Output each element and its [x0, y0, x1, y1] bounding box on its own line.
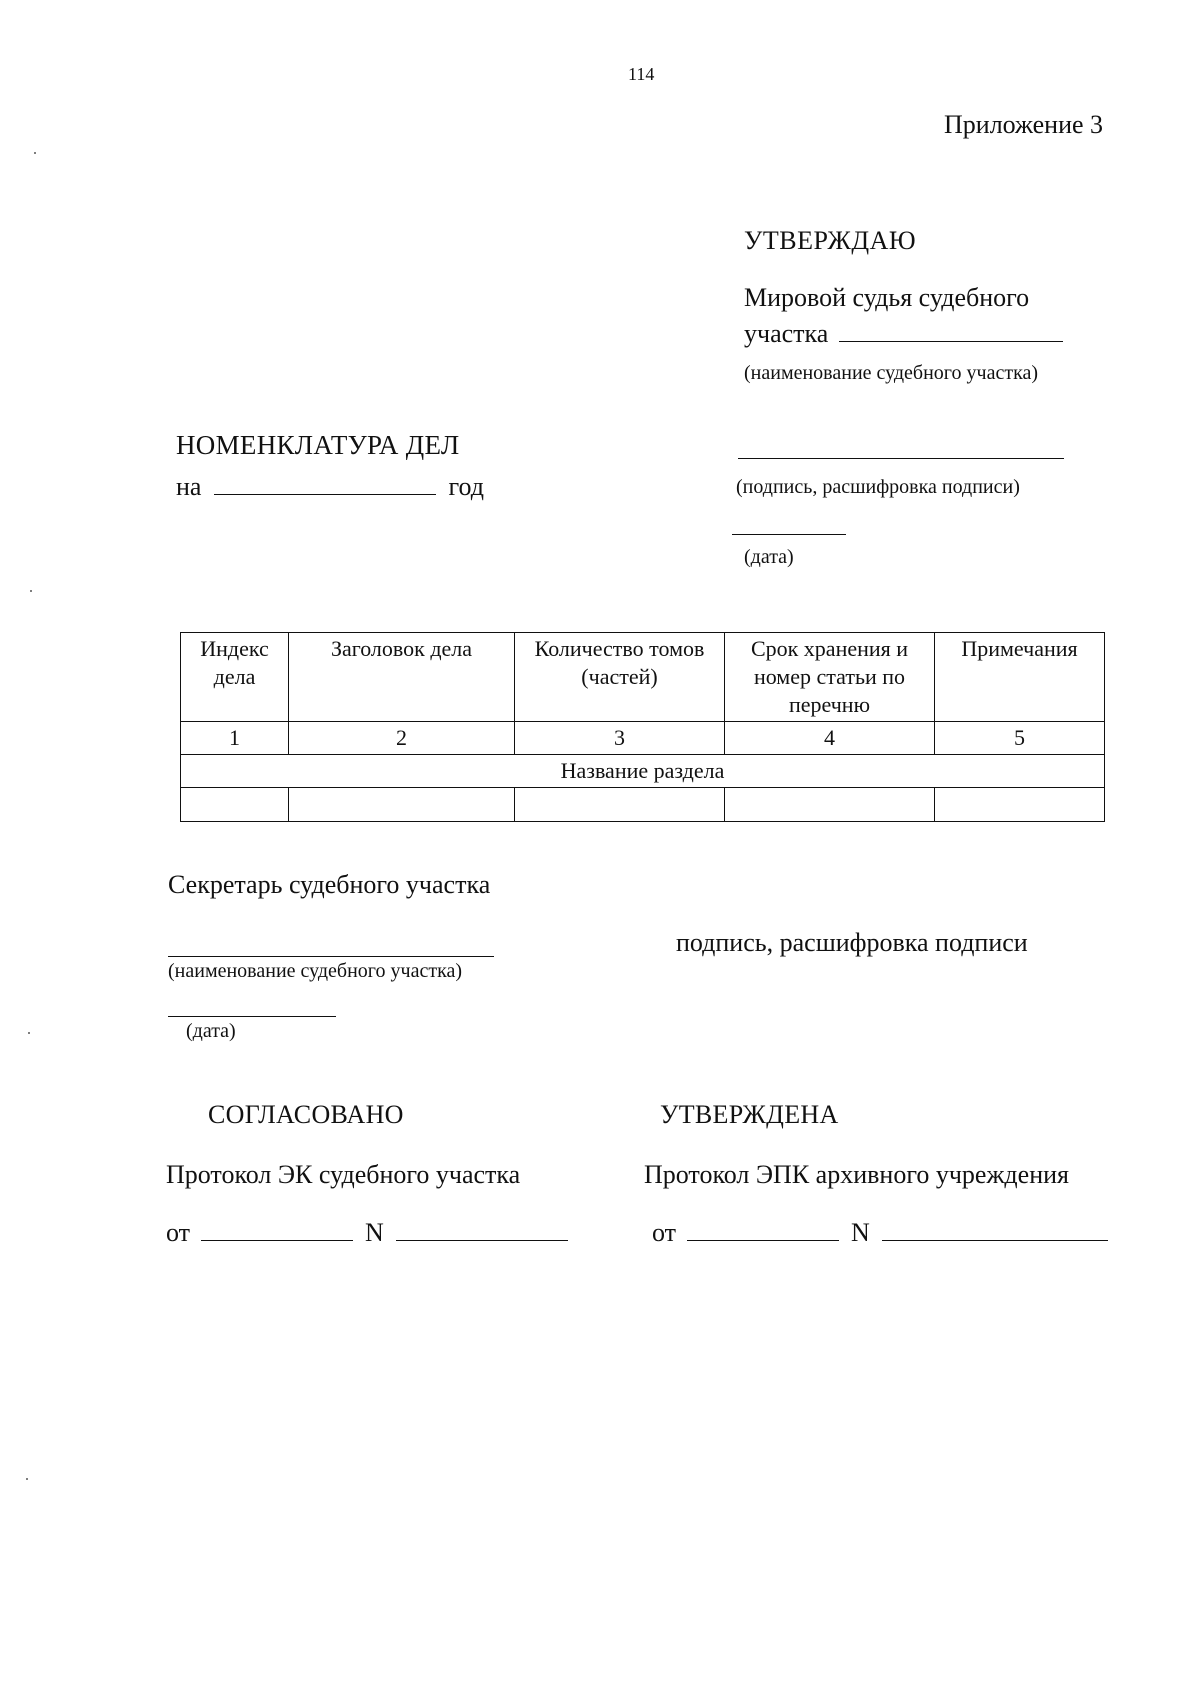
- nomenclature-table: [180, 632, 1105, 822]
- table-row: [181, 788, 1105, 822]
- column-number: 5: [935, 722, 1105, 755]
- column-number: 1: [181, 722, 289, 755]
- secretary-site-caption: (наименование судебного участка): [168, 960, 463, 982]
- document-title: НОМЕНКЛАТУРА ДЕЛ: [176, 430, 460, 460]
- secretary-signature-label: подпись, расшифровка подписи: [676, 928, 1028, 957]
- table-cell[interactable]: [181, 788, 289, 822]
- header-title: Заголовок дела: [289, 633, 515, 722]
- year-field[interactable]: [214, 472, 436, 495]
- column-number: 2: [289, 722, 515, 755]
- agreed-heading: СОГЛАСОВАНО: [208, 1100, 404, 1129]
- approve-site-caption: (наименование судебного участка): [744, 362, 1039, 384]
- table-cell[interactable]: [515, 788, 725, 822]
- table-header-row: [181, 633, 1105, 722]
- approve-heading: УТВЕРЖДАЮ: [744, 226, 917, 255]
- table-cell[interactable]: [725, 788, 935, 822]
- agreed-number-label: N: [365, 1218, 384, 1247]
- page-number: 114: [628, 64, 655, 84]
- approved-number-field[interactable]: [882, 1218, 1108, 1241]
- approve-date-line[interactable]: [732, 534, 846, 535]
- agreed-protocol-fields: [166, 1218, 568, 1248]
- approve-signature-caption: (подпись, расшифровка подписи): [736, 476, 1020, 498]
- approved-date-field[interactable]: [687, 1218, 839, 1241]
- approve-site-label: участка: [744, 319, 829, 348]
- title-year-line: [176, 472, 484, 502]
- secretary-date-caption: (дата): [186, 1020, 236, 1042]
- header-volumes: Количество томов (частей): [515, 633, 725, 722]
- approved-number-label: N: [851, 1218, 870, 1247]
- scan-speck: [34, 152, 36, 154]
- approved-from-label: от: [652, 1218, 677, 1247]
- approve-site-line: [744, 319, 1063, 349]
- column-number: 3: [515, 722, 725, 755]
- section-name-cell: Название раздела: [181, 755, 1105, 788]
- table-number-row: [181, 722, 1105, 755]
- header-index: Индекс дела: [181, 633, 289, 722]
- secretary-site-line[interactable]: [168, 956, 494, 957]
- approved-protocol-fields: [652, 1218, 1108, 1248]
- secretary-heading: Секретарь судебного участка: [168, 870, 491, 899]
- column-number: 4: [725, 722, 935, 755]
- approve-judge-line: Мировой судья судебного: [744, 283, 1030, 312]
- scan-speck: [26, 1478, 28, 1480]
- approve-site-field[interactable]: [839, 319, 1063, 342]
- title-prefix: на: [176, 472, 202, 501]
- agreed-protocol: Протокол ЭК судебного участка: [166, 1160, 521, 1189]
- approved-protocol: Протокол ЭПК архивного учреждения: [644, 1160, 1069, 1189]
- agreed-number-field[interactable]: [396, 1218, 568, 1241]
- secretary-date-line[interactable]: [168, 1016, 336, 1017]
- title-suffix: год: [448, 472, 484, 501]
- scan-speck: [30, 590, 32, 592]
- approve-signature-line[interactable]: [738, 458, 1064, 459]
- table-cell[interactable]: [935, 788, 1105, 822]
- scan-speck: [28, 1032, 30, 1034]
- agreed-from-label: от: [166, 1218, 191, 1247]
- approve-date-caption: (дата): [744, 546, 794, 568]
- agreed-date-field[interactable]: [201, 1218, 353, 1241]
- table-section-row: [181, 755, 1105, 788]
- approved-heading: УТВЕРЖДЕНА: [660, 1100, 839, 1129]
- table-cell[interactable]: [289, 788, 515, 822]
- header-retention: Срок хранения и номер статьи по перечню: [725, 633, 935, 722]
- header-notes: Примечания: [935, 633, 1105, 722]
- appendix-label: Приложение 3: [944, 110, 1104, 139]
